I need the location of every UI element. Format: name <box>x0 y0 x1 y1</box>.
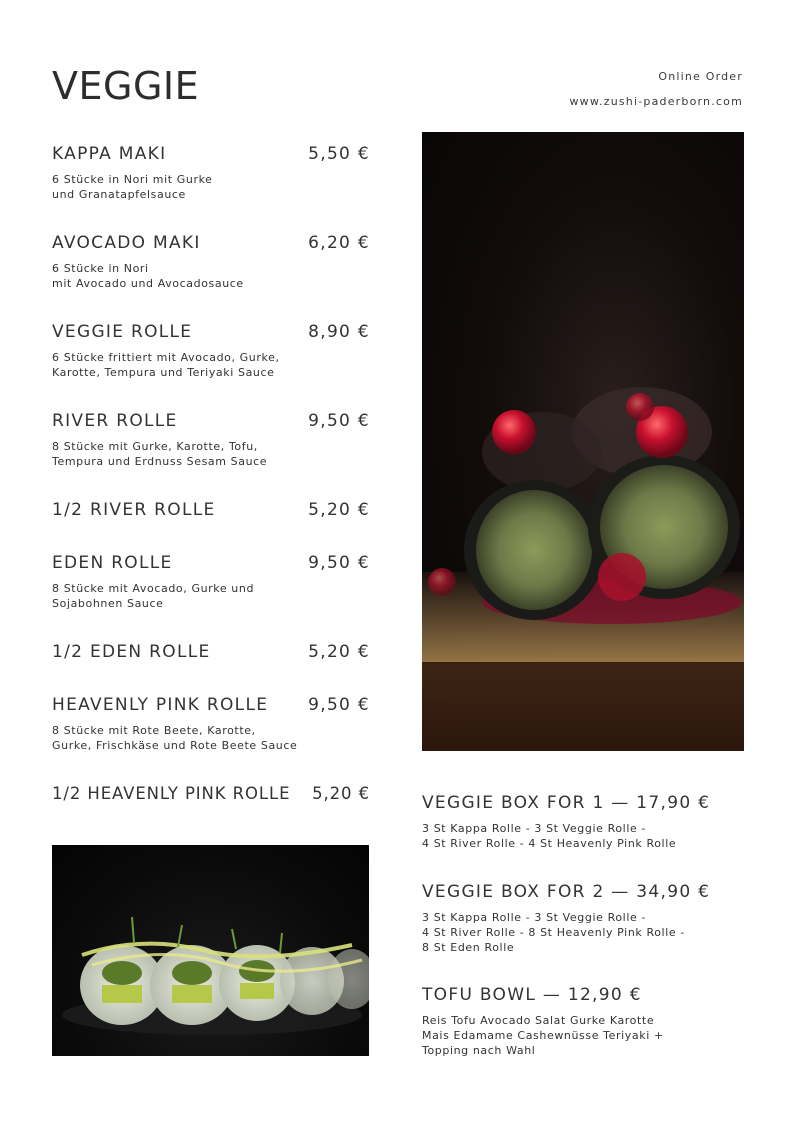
header-contact <box>569 64 743 114</box>
item-name: VEGGIE ROLLE <box>52 322 193 342</box>
online-order-link[interactable]: Online Order <box>658 70 743 83</box>
item-price: 9,50 € <box>308 553 370 573</box>
page-title: VEGGIE <box>52 64 200 108</box>
menu-item-veggie-rolle <box>52 322 370 380</box>
item-description: Reis Tofu Avocado Salat Gurke Karotte Mais Edamame Cashewnüsse Teriyaki + Topping nach Wahl <box>422 1014 664 1057</box>
menu-item-half-heavenly-pink-rolle <box>52 784 370 803</box>
item-price: 9,50 € <box>308 411 370 431</box>
item-name: AVOCADO MAKI <box>52 233 201 253</box>
item-name: 1/2 RIVER ROLLE <box>52 500 216 520</box>
menu-item-avocado-maki <box>52 233 370 291</box>
avocado-roll-photo <box>52 845 369 1056</box>
item-price: 5,20 € <box>308 500 370 520</box>
item-description: 8 Stücke mit Gurke, Karotte, Tofu, Tempura und Erdnuss Sesam Sauce <box>52 440 268 468</box>
menu-item-veggie-box-1 <box>422 793 744 851</box>
menu-item-half-eden-rolle <box>52 642 370 662</box>
item-name: EDEN ROLLE <box>52 553 173 573</box>
item-name: 1/2 EDEN ROLLE <box>52 642 211 662</box>
item-price: 9,50 € <box>308 695 370 715</box>
item-title: TOFU BOWL — 12,90 € <box>422 985 642 1005</box>
menu-item-river-rolle <box>52 411 370 469</box>
menu-item-tofu-bowl <box>422 985 744 1058</box>
menu-item-veggie-box-2 <box>422 882 744 955</box>
item-price: 5,50 € <box>308 144 370 164</box>
item-price: 8,90 € <box>308 322 370 342</box>
menu-item-kappa-maki <box>52 144 370 202</box>
menu-item-eden-rolle <box>52 553 370 611</box>
menu-item-heavenly-pink-rolle <box>52 695 370 753</box>
website-link[interactable]: www.zushi-paderborn.com <box>569 95 743 108</box>
item-description: 8 Stücke mit Avocado, Gurke und Sojabohnen Sauce <box>52 582 255 610</box>
item-description: 6 Stücke frittiert mit Avocado, Gurke, Karotte, Tempura und Teriyaki Sauce <box>52 351 280 379</box>
veggie-roll-photo <box>422 132 744 751</box>
item-description: 3 St Kappa Rolle - 3 St Veggie Rolle - 4 St River Rolle - 4 St Heavenly Pink Rolle <box>422 822 677 850</box>
item-price: 5,20 € <box>308 642 370 662</box>
item-name: 1/2 HEAVENLY PINK ROLLE <box>52 784 291 803</box>
item-price: 6,20 € <box>308 233 370 253</box>
item-name: HEAVENLY PINK ROLLE <box>52 695 269 715</box>
item-title: VEGGIE BOX FOR 2 — 34,90 € <box>422 882 711 902</box>
item-description: 3 St Kappa Rolle - 3 St Veggie Rolle - 4 St River Rolle - 8 St Heavenly Pink Rolle - 8 St Eden Rolle <box>422 911 685 954</box>
item-description: 8 Stücke mit Rote Beete, Karotte, Gurke, Frischkäse und Rote Beete Sauce <box>52 724 298 752</box>
item-name: KAPPA MAKI <box>52 144 167 164</box>
item-name: RIVER ROLLE <box>52 411 178 431</box>
item-price: 5,20 € <box>312 784 370 803</box>
item-title: VEGGIE BOX FOR 1 — 17,90 € <box>422 793 711 813</box>
item-description: 6 Stücke in Nori mit Avocado und Avocadosauce <box>52 262 244 290</box>
item-description: 6 Stücke in Nori mit Gurke und Granatapfelsauce <box>52 173 213 201</box>
menu-item-half-river-rolle <box>52 500 370 520</box>
